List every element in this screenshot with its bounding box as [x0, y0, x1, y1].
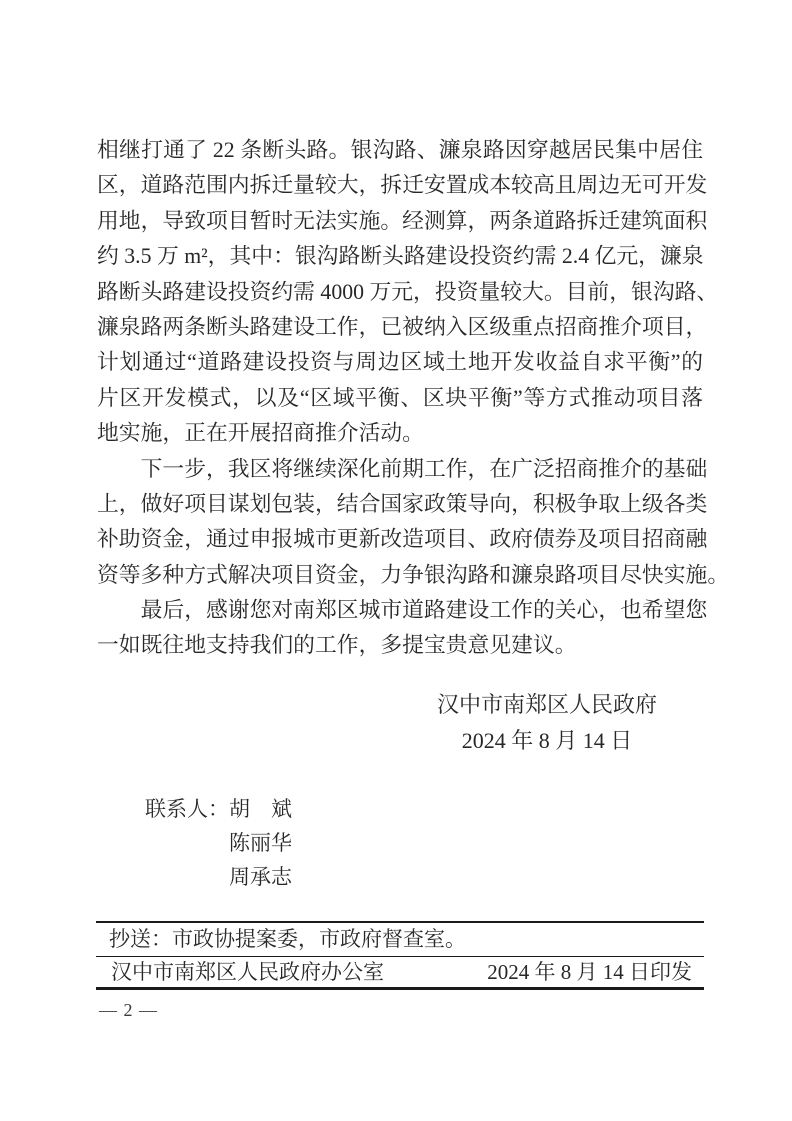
- body-line: 地实施，正在开展招商推介活动。: [97, 421, 424, 446]
- signature-date: 2024 年 8 月 14 日: [461, 727, 633, 753]
- body-line: 相继打通了 22 条断头路。银沟路、濂泉路因穿越居民集中居住: [97, 138, 703, 162]
- cc-row: [96, 921, 704, 957]
- contact-name: 胡 斌: [229, 797, 292, 821]
- contact-name: 周承志: [229, 865, 292, 889]
- contacts-label: 联系人：: [145, 797, 229, 821]
- document-footer: [96, 921, 704, 990]
- page-number: — 2 —: [99, 1000, 158, 1020]
- body-line: 一如既往地支持我们的工作，多提宝贵意见建议。: [97, 633, 577, 658]
- body-line: 最后，感谢您对南郑区城市道路建设工作的关心，也希望您: [140, 598, 708, 623]
- letter-body: [97, 133, 730, 664]
- issuer-row: [96, 957, 704, 990]
- body-line: 补助资金，通过申报城市更新改造项目、政府债券及项目招商融: [97, 527, 708, 552]
- body-line: 片区开发模式，以及“区域平衡、区块平衡”等方式推动项目落: [97, 385, 703, 410]
- body-line: 路断头路建设投资约需 4000 万元，投资量较大。目前，银沟路、: [97, 279, 719, 304]
- body-line: 约 3.5 万 m²，其中：银沟路断头路建设投资约需 2.4 亿元，濂泉: [97, 244, 704, 269]
- body-line: 计划通过“道路建设投资与周边区域土地开发收益自求平衡”的: [97, 350, 703, 375]
- body-line: 区，道路范围内拆迁量较大，拆迁安置成本较高且周边无可开发: [97, 173, 708, 198]
- body-line: 下一步，我区将继续深化前期工作，在广泛招商推介的基础: [140, 456, 708, 481]
- issuer-name: 汉中市南郑区人民政府办公室: [111, 960, 384, 984]
- body-line: 上，做好项目谋划包装，结合国家政策导向，积极争取上级各类: [97, 491, 708, 516]
- signature-org: 汉中市南郑区人民政府: [436, 692, 657, 717]
- contact-name: 陈丽华: [229, 831, 292, 855]
- body-line: 资等多种方式解决项目资金，力争银沟路和濂泉路项目尽快实施。: [97, 562, 730, 587]
- body-line: 用地，导致项目暂时无法实施。经测算，两条道路拆迁建筑面积: [97, 208, 708, 233]
- print-date: 2024 年 8 月 14 日印发: [487, 960, 692, 984]
- contacts-block: [145, 792, 292, 894]
- body-line: 濂泉路两条断头路建设工作，已被纳入区级重点招商推介项目，: [97, 314, 708, 339]
- cc-text: 抄送：市政协提案委，市政府督查室。: [109, 927, 466, 951]
- contacts-names: [229, 792, 292, 894]
- signature-block: [427, 687, 667, 758]
